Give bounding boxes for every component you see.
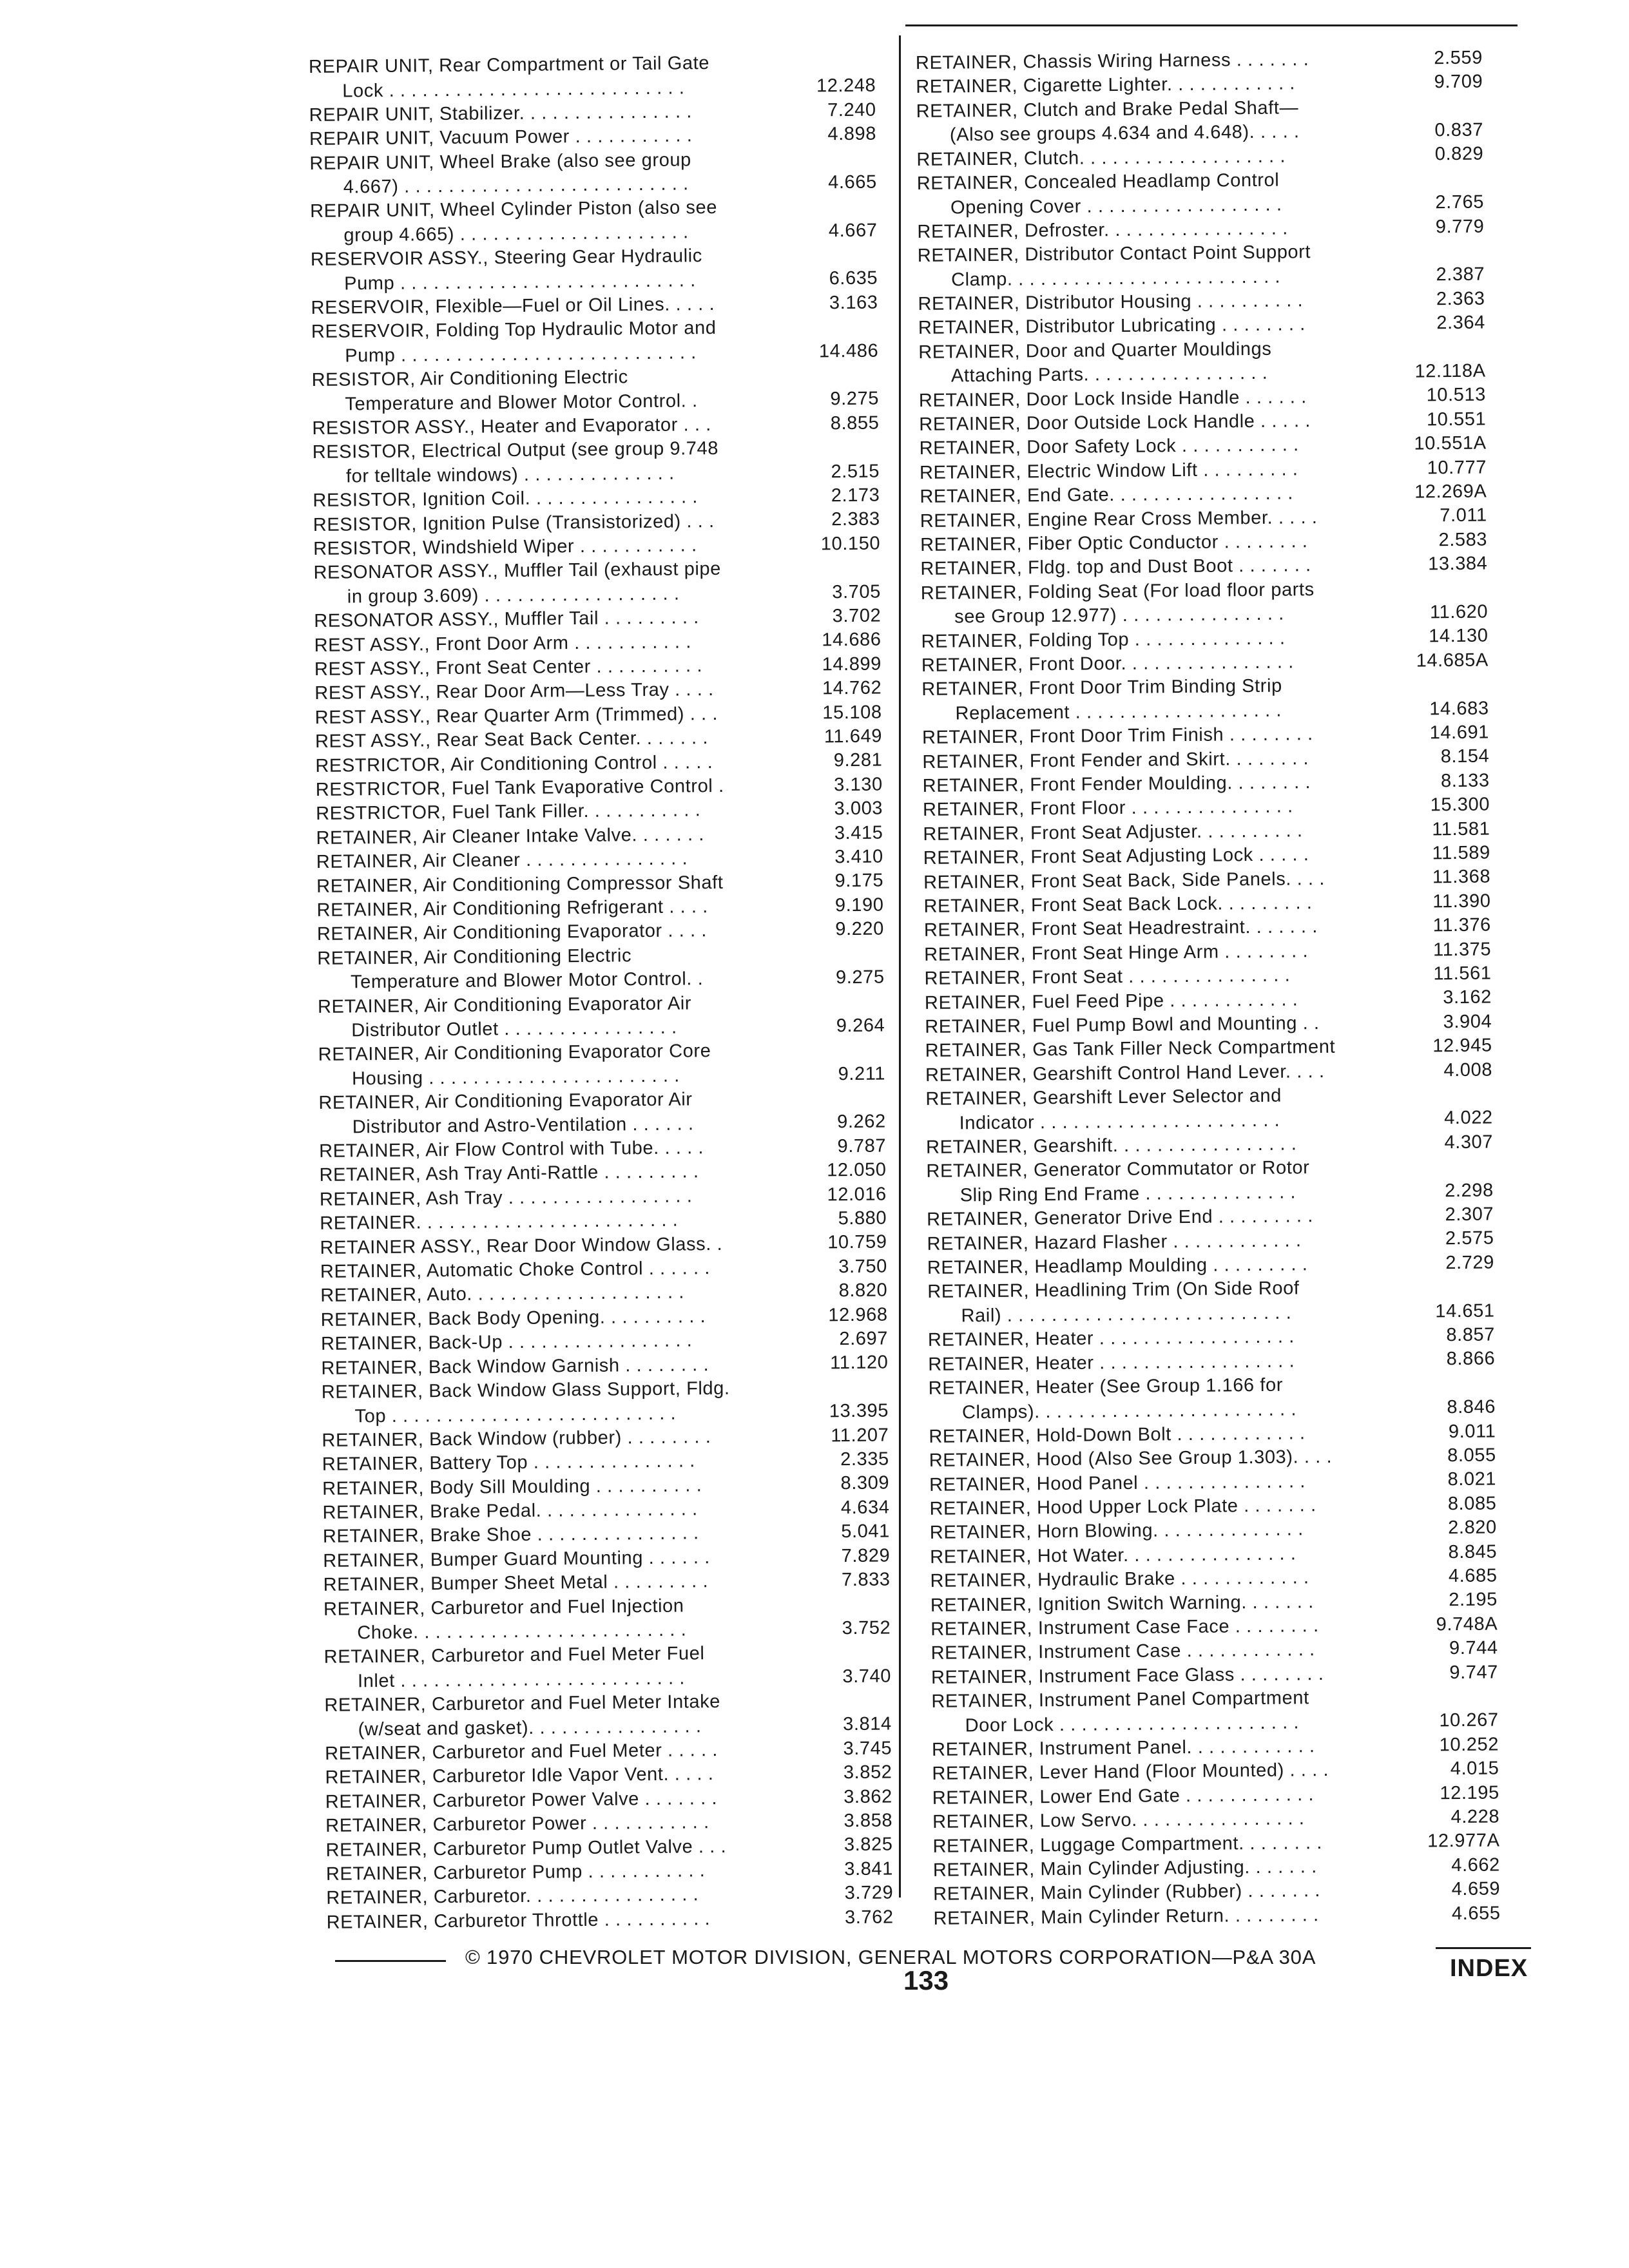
index-entry — [313, 436, 880, 489]
index-entry-item: RETAINER, Body Sill Moulding . . . . . . . . . . — [322, 1474, 702, 1499]
index-entry-group-number: 6.635 — [825, 267, 878, 291]
index-entry-group-number: 10.150 — [817, 532, 881, 556]
index-entry-group-number: 11.376 — [1429, 914, 1491, 938]
index-entry-item: RETAINER, Front Fender Moulding. . . . . . . . — [922, 772, 1311, 796]
index-entry-group-number: 2.729 — [1441, 1251, 1494, 1275]
index-entry-group-number: 3.904 — [1440, 1010, 1492, 1034]
index-entry-item: REST ASSY., Rear Quarter Arm (Trimmed) . . . — [314, 703, 718, 728]
index-entry-item: RESTRICTOR, Fuel Tank Filler. . . . . . . . . . . — [315, 800, 701, 825]
index-entry-item: RESERVOIR, Flexible—Fuel or Oil Lines. . . . . — [311, 293, 715, 318]
index-entry-item: RETAINER, Carburetor. . . . . . . . . . . . . . . . — [326, 1884, 699, 1909]
index-entry-item: RETAINER, Front Seat Adjusting Lock . . . . . — [923, 844, 1309, 869]
index-entry-group-number: 12.016 — [823, 1182, 887, 1207]
index-entry-item: RETAINER, Carburetor and Fuel Meter Fuel Inlet . . . . . . . . . . . . . . . . . . . . . . . . . . — [323, 1643, 705, 1692]
index-entry-group-number: 10.551A — [1410, 432, 1487, 457]
index-entry — [309, 50, 876, 104]
index-entry-group-number: 8.866 — [1443, 1347, 1496, 1372]
index-entry-group-number: 8.820 — [835, 1279, 888, 1303]
index-entry-item: RESISTOR ASSY., Heater and Evaporator . . . — [312, 414, 712, 439]
index-entry-item: RETAINER, Door Outside Lock Handle . . . . . — [919, 410, 1311, 435]
index-entry-item: RETAINER, Gearshift Control Hand Lever. . . . — [925, 1061, 1325, 1086]
index-entry-group-number: 11.581 — [1428, 817, 1490, 841]
index-entry-item: RESERVOIR ASSY., Steering Gear Hydraulic Pump . . . . . . . . . . . . . . . . . . . . . . . . . . . — [310, 245, 703, 294]
index-entry — [918, 335, 1486, 389]
index-entry-item: RETAINER, Distributor Housing . . . . . . . . . . — [918, 290, 1304, 314]
index-entry-group-number: 2.583 — [1434, 528, 1487, 552]
index-entry — [323, 1592, 891, 1646]
index-entry-item: RESISTOR, Electrical Output (see group 9.748 for telltale windows) . . . . . . . . . . . . . . — [312, 438, 719, 487]
index-entry-group-number: 11.390 — [1429, 889, 1491, 914]
index-entry — [324, 1640, 892, 1694]
index-entry-item: RETAINER, Back Window Garnish . . . . . . . . — [321, 1354, 709, 1379]
index-entry-group-number: 9.748A — [1432, 1612, 1498, 1637]
index-entry — [926, 1155, 1494, 1208]
index-entry-group-number: 9.747 — [1445, 1660, 1498, 1685]
index-entry-item: RETAINER, Hood Panel . . . . . . . . . . . . . . . — [929, 1470, 1306, 1495]
index-entry — [310, 195, 878, 248]
index-entry — [311, 363, 879, 417]
index-entry-group-number: 3.841 — [840, 1857, 893, 1881]
index-entry-group-number: 2.307 — [1441, 1203, 1494, 1227]
index-entry-item: RETAINER, Brake Pedal. . . . . . . . . . . . . . . — [322, 1499, 698, 1523]
index-entry-group-number: 4.015 — [1447, 1757, 1499, 1782]
index-entry — [921, 576, 1489, 629]
index-entry — [918, 239, 1485, 293]
index-entry-item: RETAINER, Front Seat Adjuster. . . . . . . . . . — [923, 820, 1303, 845]
index-entry-group-number: 8.855 — [827, 411, 880, 436]
index-entry-group-number: 0.829 — [1431, 142, 1484, 167]
index-entry-item: RETAINER, Front Seat Hinge Arm . . . . . . . . — [924, 941, 1309, 965]
index-entry — [925, 1082, 1493, 1136]
index-entry-group-number: 8.085 — [1444, 1492, 1497, 1516]
left-index-column — [308, 0, 894, 1933]
index-entry-group-number: 11.561 — [1429, 962, 1492, 986]
index-entry-item: RETAINER, Fiber Optic Conductor . . . . . . . . — [920, 531, 1308, 555]
index-entry-item: RETAINER, Carburetor and Fuel Meter Intake (w/seat and gasket). . . . . . . . . . . . . . . . — [324, 1691, 721, 1740]
index-entry-group-number: 9.275 — [832, 966, 885, 990]
index-entry-group-number: 4.665 — [824, 170, 877, 195]
index-entry-group-number: 9.281 — [830, 749, 883, 773]
index-entry-item: RETAINER, Front Seat Back, Side Panels. . . . — [923, 868, 1325, 893]
index-label: INDEX — [1450, 1955, 1528, 1982]
index-entry-item: RETAINER, Fuel Pump Bowl and Mounting . . — [925, 1013, 1320, 1037]
index-entry-item: RETAINER, Air Cleaner Intake Valve. . . . . . . — [316, 823, 705, 849]
index-entry-group-number: 10.551 — [1423, 407, 1487, 432]
index-entry-item: RETAINER, Air Conditioning Compressor Shaft — [316, 872, 724, 897]
index-entry-item: RETAINER, Hood (Also See Group 1.303). . . . — [929, 1446, 1333, 1472]
index-entry-item: RETAINER, Front Floor . . . . . . . . . . . . . . . — [922, 796, 1293, 821]
index-entry-group-number: 12.269A — [1411, 480, 1487, 505]
page-number: 133 — [903, 1965, 949, 1995]
index-entry-item: RETAINER, Lever Hand (Floor Mounted) . . . . — [932, 1760, 1329, 1785]
index-entry-group-number: 11.207 — [827, 1423, 889, 1448]
index-entry-group-number: 3.162 — [1439, 986, 1492, 1010]
index-entry-group-number: 10.252 — [1436, 1733, 1499, 1757]
index-entry-item: RETAINER, Clutch and Brake Pedal Shaft— (Also see groups 4.634 and 4.648). . . . . — [916, 97, 1300, 146]
index-entry-group-number: 4.662 — [1447, 1853, 1500, 1878]
index-entry-group-number: 14.686 — [818, 628, 882, 653]
index-entry-item: REPAIR UNIT, Stabilizer. . . . . . . . . . . . . . . . — [309, 101, 693, 126]
index-entry-item: RETAINER, Instrument Panel. . . . . . . . . . . . — [931, 1736, 1315, 1760]
index-entry-group-number: 10.777 — [1423, 456, 1487, 480]
copyright-notice: © 1970 CHEVROLET MOTOR DIVISION, GENERAL MOTORS CORPORATION—P&A 30A — [465, 1946, 1316, 1968]
index-entry-item: RETAINER, Main Cylinder Adjusting. . . . . . . — [932, 1856, 1317, 1881]
index-entry-group-number: 5.041 — [837, 1520, 890, 1544]
index-entry-group-number: 2.383 — [827, 508, 880, 532]
index-entry — [322, 1375, 889, 1428]
index-entry-group-number: 7.240 — [824, 98, 876, 122]
index-entry-item: REPAIR UNIT, Vacuum Power . . . . . . . . . . . — [309, 125, 693, 150]
index-entry-group-number: 3.163 — [825, 291, 878, 315]
index-entry-group-number: 7.833 — [838, 1568, 891, 1593]
index-entry-item: RETAINER, Air Conditioning Evaporator . . . . — [316, 920, 708, 945]
column-divider — [899, 35, 901, 1898]
index-entry-group-number: 8.846 — [1443, 1396, 1496, 1420]
index-entry-item: RETAINER, Cigarette Lighter. . . . . . . . . . . . — [916, 73, 1296, 98]
index-entry-item: RETAINER, Clutch. . . . . . . . . . . . . . . . . . . — [916, 146, 1286, 170]
page-footer — [0, 1933, 1629, 2023]
index-entry-group-number: 11.589 — [1428, 841, 1490, 866]
index-entry-group-number: 8.845 — [1444, 1540, 1497, 1564]
index-entry-item: RETAINER, Hot Water. . . . . . . . . . . . . . . . — [930, 1543, 1296, 1568]
index-entry-item: RETAINER, Gearshift. . . . . . . . . . . . . . . . . — [925, 1133, 1297, 1158]
index-entry-group-number: 4.634 — [837, 1495, 890, 1520]
index-entry-group-number: 9.190 — [831, 893, 884, 918]
index-entry-group-number: 3.003 — [830, 797, 883, 822]
index-entry-group-number: 3.862 — [840, 1785, 892, 1809]
index-entry-item: REST ASSY., Rear Seat Back Center. . . . . . . — [314, 727, 709, 753]
index-entry-group-number: 10.759 — [824, 1231, 887, 1255]
index-entry — [933, 1901, 1500, 1931]
index-entry-group-number: 7.011 — [1436, 504, 1487, 528]
index-entry-item: REST ASSY., Rear Door Arm—Less Tray . . . . — [314, 679, 714, 704]
index-entry-item: RETAINER, Fldg. top and Dust Boot . . . . . . . — [920, 555, 1311, 580]
index-entry-group-number: 11.620 — [1426, 601, 1489, 625]
index-entry-group-number: 4.655 — [1448, 1901, 1501, 1926]
index-entry-group-number: 8.309 — [836, 1472, 889, 1496]
index-entry-group-number: 3.814 — [839, 1713, 892, 1737]
index-entry-group-number: 3.745 — [839, 1736, 892, 1761]
index-entry-item: RETAINER, Headlamp Moulding . . . . . . . . . — [927, 1254, 1308, 1278]
index-entry-item: RETAINER, Gas Tank Filler Neck Compartment — [925, 1037, 1336, 1062]
index-entry-group-number: 4.667 — [825, 218, 878, 243]
index-entry-item: RESTRICTOR, Air Conditioning Control . . . . . — [315, 751, 713, 776]
index-entry-group-number: 12.977A — [1423, 1829, 1500, 1854]
index-entry-item: RETAINER, End Gate. . . . . . . . . . . . . . . . . — [920, 483, 1294, 508]
index-entry-item: RETAINER, Carburetor Power Valve . . . . . . . — [325, 1787, 718, 1812]
index-entry-group-number: 14.899 — [818, 652, 882, 677]
index-entry-group-number: 9.787 — [833, 1134, 886, 1158]
index-entry — [318, 1086, 886, 1140]
index-entry-item: RETAINER, Engine Rear Cross Member. . . . . — [920, 506, 1318, 532]
index-entry-group-number: 12.050 — [823, 1158, 887, 1183]
index-entry-item: RETAINER, Carburetor and Fuel Injection Choke. . . . . . . . . . . . . . . . . . . . . . . . . — [323, 1595, 687, 1644]
index-entry-item: RETAINER, Instrument Face Glass . . . . . . . . — [930, 1663, 1324, 1688]
index-entry-item: RETAINER, Fuel Feed Pipe . . . . . . . . . . . . — [924, 988, 1298, 1014]
index-entry-group-number: 3.130 — [830, 773, 883, 797]
index-entry — [311, 315, 879, 369]
index-entry-item: RETAINER, Defroster. . . . . . . . . . . . . . . . . — [917, 218, 1288, 242]
index-entry-item: RETAINER, Low Servo. . . . . . . . . . . . . . . . — [932, 1808, 1305, 1833]
index-entry-group-number: 9.011 — [1445, 1419, 1496, 1444]
index-entry-group-number: 4.008 — [1440, 1058, 1492, 1082]
index-entry-group-number: 3.410 — [831, 845, 883, 870]
index-entry-item: RETAINER, Luggage Compartment. . . . . . . . — [932, 1832, 1323, 1857]
index-entry-item: RETAINER, Instrument Panel Compartment Door Lock . . . . . . . . . . . . . . . . . . . . . . — [931, 1687, 1309, 1736]
index-entry-group-number: 9.275 — [826, 387, 879, 412]
index-entry-group-number: 12.118A — [1411, 360, 1485, 385]
index-entry-group-number: 4.228 — [1447, 1805, 1499, 1830]
index-entry-group-number: 4.307 — [1440, 1130, 1493, 1155]
index-entry-item: REPAIR UNIT, Wheel Brake (also see group 4.667) . . . . . . . . . . . . . . . . . . . . . . . . . . — [309, 149, 691, 198]
index-entry-item: RETAINER, Heater (See Group 1.166 for Clamps). . . . . . . . . . . . . . . . . . . . . . . . — [928, 1374, 1297, 1423]
index-entry-item: REST ASSY., Front Door Arm . . . . . . . . . . . — [314, 631, 692, 656]
right-index-column — [915, 0, 1501, 1933]
index-entry-group-number: 3.852 — [840, 1761, 892, 1785]
index-entry-item: RETAINER, Door and Quarter Mouldings Attaching Parts. . . . . . . . . . . . . . . . . — [918, 338, 1272, 387]
index-entry-group-number: 9.211 — [834, 1062, 885, 1086]
index-entry-group-number: 9.262 — [833, 1110, 886, 1135]
index-entry-group-number: 14.651 — [1431, 1299, 1495, 1323]
index-entry-group-number: 9.175 — [831, 869, 883, 894]
index-entry-item: RETAINER, Lower End Gate . . . . . . . . . . . . — [932, 1783, 1315, 1809]
index-entry-group-number: 3.740 — [838, 1664, 891, 1689]
index-entry-item: RETAINER, Door Lock Inside Handle . . . . . . — [918, 386, 1307, 411]
index-entry — [309, 146, 877, 200]
index-entry-item: RETAINER, Headlining Trim (On Side Roof Rail) . . . . . . . . . . . . . . . . . . . . . . . . . . — [927, 1278, 1300, 1327]
index-entry-group-number: 2.575 — [1441, 1227, 1494, 1251]
index-entry-group-number: 9.744 — [1445, 1637, 1498, 1661]
index-entry-group-number: 12.945 — [1429, 1034, 1492, 1059]
index-entry-item: RETAINER, Gearshift Lever Selector and Indicator . . . . . . . . . . . . . . . . . . . . . . — [925, 1085, 1282, 1134]
index-entry-group-number: 14.683 — [1425, 697, 1489, 721]
index-entry — [317, 941, 885, 995]
index-entry-item: REPAIR UNIT, Wheel Cylinder Piston (also see group 4.665) . . . . . . . . . . . . . . . . . . . . . — [309, 197, 718, 246]
index-entry-group-number: 11.375 — [1429, 937, 1492, 962]
index-entry-group-number: 4.659 — [1447, 1878, 1500, 1902]
index-entry-item: RESONATOR ASSY., Muffler Tail . . . . . . . . . — [314, 607, 700, 632]
index-entry-item: RETAINER, Back Window (rubber) . . . . . . . . — [322, 1426, 711, 1451]
index-entry-item: RETAINER, Brake Shoe . . . . . . . . . . . . . . . — [322, 1523, 699, 1548]
index-entry-group-number: 4.022 — [1440, 1106, 1493, 1131]
index-entry-group-number: 15.300 — [1427, 793, 1490, 818]
index-entry-group-number: 15.108 — [818, 700, 882, 725]
index-entry-item: RETAINER, Distributor Lubricating . . . . . . . . — [918, 314, 1306, 339]
index-entry-item: RETAINER, Battery Top . . . . . . . . . . . . . . . — [322, 1450, 696, 1475]
index-entry-group-number: 7.829 — [837, 1544, 890, 1568]
index-entry-item: RETAINER, Horn Blowing. . . . . . . . . . . . . . — [929, 1519, 1304, 1544]
index-entry-item: RETAINER, Bumper Sheet Metal . . . . . . . . . — [323, 1571, 709, 1596]
index-entry-group-number: 14.685A — [1412, 648, 1489, 673]
index-entry — [318, 1038, 886, 1091]
index-entry-group-number: 2.559 — [1430, 46, 1483, 70]
index-entry-item: RETAINER, Auto. . . . . . . . . . . . . . . . . . . . — [320, 1282, 685, 1307]
index-entry-item: RETAINER, Front Door. . . . . . . . . . . . . . . . — [921, 651, 1295, 676]
index-entry-group-number: 2.335 — [836, 1448, 889, 1472]
index-entry-item: RETAINER, Hazard Flasher . . . . . . . . . . . . — [927, 1229, 1302, 1254]
index-entry-item: RETAINER, Hood Upper Lock Plate . . . . . . . — [929, 1495, 1316, 1519]
index-entry-group-number: 3.729 — [840, 1881, 893, 1906]
index-entry-item: RETAINER, Air Conditioning Electric Temperature and Blower Motor Control. . — [317, 945, 704, 994]
index-entry-group-number: 12.195 — [1436, 1781, 1499, 1805]
index-entry-group-number: 5.880 — [834, 1207, 887, 1231]
index-entry-group-number: 3.702 — [828, 604, 881, 629]
index-entry-item: RETAINER, Bumper Guard Mounting . . . . . . — [323, 1546, 711, 1571]
index-entry-item: RETAINER, Chassis Wiring Harness . . . . . . . — [915, 49, 1309, 73]
index-entry-item: RETAINER, Front Fender and Skirt. . . . . . . . — [922, 747, 1309, 773]
index-entry-group-number: 2.364 — [1432, 311, 1485, 336]
index-entry-item: RETAINER, Air Conditioning Evaporator Air Distributor and Astro-Ventilation . . . . . . — [318, 1089, 694, 1138]
index-entry-group-number: 11.649 — [820, 725, 883, 749]
index-entry-item: REPAIR UNIT, Rear Compartment or Tail Gate Lock . . . . . . . . . . . . . . . . . . . . . . . . . . . — [308, 53, 710, 102]
index-entry-item: RETAINER, Back-Up . . . . . . . . . . . . . . . . . — [320, 1330, 693, 1355]
index-entry-item: RETAINER, Air Flow Control with Tube. . . . . — [319, 1137, 704, 1162]
index-entry-group-number: 8.055 — [1443, 1444, 1496, 1468]
index-entry-group-number: 11.120 — [826, 1351, 889, 1376]
index-entry-group-number: 3.750 — [834, 1254, 887, 1279]
index-entry-group-number: 2.765 — [1431, 191, 1484, 215]
index-entry-group-number: 12.248 — [813, 74, 876, 99]
index-entry-item: RETAINER ASSY., Rear Door Window Glass. . — [320, 1233, 723, 1258]
index-entry-item: RETAINER, Front Seat Back Lock. . . . . . . . . — [923, 892, 1313, 917]
index-entry-item: RETAINER, Hold-Down Bolt . . . . . . . . . . . . — [929, 1423, 1306, 1447]
index-entry-item: RETAINER, Main Cylinder Return. . . . . . . . . — [933, 1904, 1319, 1929]
index-entry-group-number: 2.298 — [1441, 1178, 1494, 1203]
index-entry-group-number: 11.368 — [1429, 865, 1491, 890]
index-entry-group-number: 3.752 — [838, 1616, 891, 1640]
index-entry-group-number: 9.779 — [1432, 215, 1485, 239]
index-entry-group-number: 3.762 — [841, 1905, 894, 1930]
index-entry-item: RETAINER, Air Conditioning Refrigerant . . . . — [316, 896, 708, 921]
index-entry — [318, 990, 885, 1043]
index-entry — [313, 556, 881, 610]
index-entry-group-number: 2.195 — [1445, 1588, 1498, 1613]
index-entry-group-number: 4.685 — [1445, 1564, 1498, 1589]
index-entry-item: RETAINER, Carburetor and Fuel Meter . . . . . — [324, 1740, 718, 1764]
index-entry — [324, 1689, 892, 1742]
index-entry-item: RETAINER, Concealed Headlamp Control Opening Cover . . . . . . . . . . . . . . . . . . — [916, 169, 1282, 218]
index-entry — [929, 1371, 1496, 1425]
index-entry-group-number: 4.898 — [824, 122, 876, 147]
index-entry-group-number: 13.384 — [1424, 552, 1488, 577]
index-entry-group-number: 8.154 — [1437, 745, 1490, 769]
index-entry-item: RESERVOIR, Folding Top Hydraulic Motor and Pump . . . . . . . . . . . . . . . . . . . . . . . . . . . — [311, 318, 717, 367]
index-entry-item: RETAINER, Front Door Trim Binding Strip Replacement . . . . . . . . . . . . . . . . . . . — [921, 675, 1282, 724]
index-entry-item: RETAINER, Door Safety Lock . . . . . . . . . . . — [919, 434, 1299, 459]
index-entry-group-number: 0.837 — [1431, 119, 1483, 143]
index-entry-item: RETAINER, Heater . . . . . . . . . . . . . . . . . . — [927, 1326, 1295, 1351]
index-entry-group-number: 14.691 — [1425, 721, 1489, 745]
index-entry-group-number: 2.697 — [835, 1327, 888, 1352]
index-entry-group-number: 10.513 — [1422, 383, 1486, 408]
index-entry-group-number: 2.820 — [1444, 1516, 1497, 1541]
index-entry-item: RETAINER, Front Door Trim Finish . . . . . . . . — [921, 724, 1313, 749]
index-entry-item: RETAINER, Distributor Contact Point Support Clamp. . . . . . . . . . . . . . . . . . . . . . . . . — [917, 242, 1311, 291]
index-entry-group-number: 14.130 — [1425, 624, 1489, 649]
index-entry-group-number: 9.264 — [833, 1014, 885, 1038]
index-entry-item: RETAINER, Air Cleaner . . . . . . . . . . . . . . . — [316, 848, 688, 873]
index-entry-group-number: 3.705 — [828, 580, 881, 604]
index-entry-item: RESISTOR, Windshield Wiper . . . . . . . . . . . — [313, 535, 697, 559]
index-entry-item: RETAINER, Generator Commutator or Rotor Slip Ring End Frame . . . . . . . . . . . . . . — [926, 1157, 1310, 1206]
index-entry-item: RETAINER, Carburetor Pump . . . . . . . . . . . — [325, 1860, 706, 1885]
index-entry-item: RETAINER, Back Body Opening. . . . . . . . . . — [320, 1305, 706, 1331]
index-entry-item: RESISTOR, Ignition Pulse (Transistorized) . . . — [313, 510, 715, 535]
index-entry-item: RETAINER, Instrument Case Face . . . . . . . . — [930, 1615, 1319, 1640]
index-entry-item: RETAINER, Air Conditioning Evaporator Core Housing . . . . . . . . . . . . . . . . . . . . . . . — [318, 1041, 711, 1090]
index-entry — [921, 673, 1489, 726]
index-entry-group-number: 3.825 — [840, 1833, 893, 1858]
index-entry — [931, 1685, 1499, 1738]
index-entry-group-number: 8.021 — [1443, 1468, 1496, 1492]
index-entry — [326, 1905, 893, 1935]
index-entry — [927, 1275, 1495, 1329]
index-entry-item: RETAINER, Ignition Switch Warning. . . . . . . — [930, 1591, 1314, 1616]
index-entry-group-number: 12.968 — [824, 1303, 888, 1327]
index-entry-item: RESISTOR, Ignition Coil. . . . . . . . . . . . . . . . — [313, 486, 699, 512]
index-entry-group-number: 9.220 — [831, 918, 884, 942]
index-entry-item: RESISTOR, Air Conditioning Electric Temperature and Blower Motor Control. . — [311, 367, 698, 415]
index-entry-group-number: 3.858 — [840, 1809, 892, 1834]
index-entry-item: RESONATOR ASSY., Muffler Tail (exhaust pipe in group 3.609) . . . . . . . . . . . . . . . . . . — [313, 559, 722, 608]
index-entry-item: RETAINER, Automatic Choke Control . . . . . . — [320, 1258, 711, 1282]
index-entry-item: RETAINER, Electric Window Lift . . . . . . . . . — [919, 459, 1298, 483]
index-entry-group-number: 2.363 — [1432, 287, 1485, 311]
index-entry-item: RETAINER, Generator Drive End . . . . . . . . . — [927, 1206, 1314, 1231]
index-entry-group-number: 2.387 — [1432, 263, 1485, 287]
index-entry-group-number: 13.395 — [825, 1399, 889, 1424]
index-entry-item: RETAINER. . . . . . . . . . . . . . . . . . . . . . . . — [320, 1209, 679, 1235]
index-entry-item: RETAINER, Front Seat . . . . . . . . . . . . . . . — [924, 965, 1291, 990]
index-entry-item: RETAINER, Ash Tray . . . . . . . . . . . . . . . . . — [319, 1186, 693, 1210]
index-entry-group-number: 3.415 — [831, 821, 883, 845]
index-entry-item: RESTRICTOR, Fuel Tank Evaporative Control . — [315, 775, 724, 800]
index-entry-item: RETAINER, Instrument Case . . . . . . . . . . . . — [930, 1639, 1315, 1664]
index-entry-item: RETAINER, Carburetor Power . . . . . . . . . . . — [325, 1812, 709, 1837]
index-entry-group-number: 14.486 — [815, 339, 879, 363]
footer-rule-right — [1436, 1947, 1531, 1949]
index-entry-item: RETAINER, Heater . . . . . . . . . . . . . . . . . . — [928, 1350, 1295, 1375]
index-entry-group-number: 14.762 — [818, 677, 882, 701]
index-entry-group-number: 2.173 — [827, 484, 880, 508]
index-entry-item: RETAINER, Front Seat Headrestraint. . . . . . . — [923, 916, 1318, 941]
index-entry-item: RETAINER, Air Conditioning Evaporator Air Distributor Outlet . . . . . . . . . . . . . . . . — [317, 992, 692, 1042]
index-entry-item: RETAINER, Carburetor Pump Outlet Valve . . . — [325, 1836, 727, 1861]
footer-rule-left — [335, 1960, 446, 1962]
index-entry-item: RETAINER, Carburetor Idle Vapor Vent. . . . . — [325, 1763, 714, 1789]
index-entry — [916, 94, 1483, 148]
index-entry-item: RETAINER, Back Window Glass Support, Fldg. Top . . . . . . . . . . . . . . . . . . . . . . . . . . — [321, 1378, 730, 1427]
index-entry-item: REST ASSY., Front Seat Center . . . . . . . . . . — [314, 655, 703, 680]
index-entry-item: RETAINER, Folding Top . . . . . . . . . . . . . . — [921, 628, 1286, 652]
index-entry — [311, 243, 878, 296]
index-entry-item: RETAINER, Main Cylinder (Rubber) . . . . . . . — [933, 1880, 1321, 1905]
index-entry-group-number: 9.709 — [1431, 70, 1483, 95]
index-entry-item: RETAINER, Folding Seat (For load floor parts see Group 12.977) . . . . . . . . . . . . . . . — [920, 579, 1315, 628]
index-entry-group-number: 8.133 — [1437, 769, 1490, 793]
index-entry-group-number: 2.515 — [827, 459, 880, 484]
index-entry-item: RETAINER, Carburetor Throttle . . . . . . . . . . — [326, 1908, 711, 1933]
index-entry — [917, 167, 1485, 220]
index-entry-item: RETAINER, Ash Tray Anti-Rattle . . . . . . . . . — [319, 1161, 699, 1186]
index-entry-group-number: 10.267 — [1435, 1709, 1499, 1733]
index-entry-item: RETAINER, Hydraulic Brake . . . . . . . . . . . . — [930, 1567, 1309, 1592]
index-entry-group-number: 8.857 — [1442, 1323, 1495, 1348]
